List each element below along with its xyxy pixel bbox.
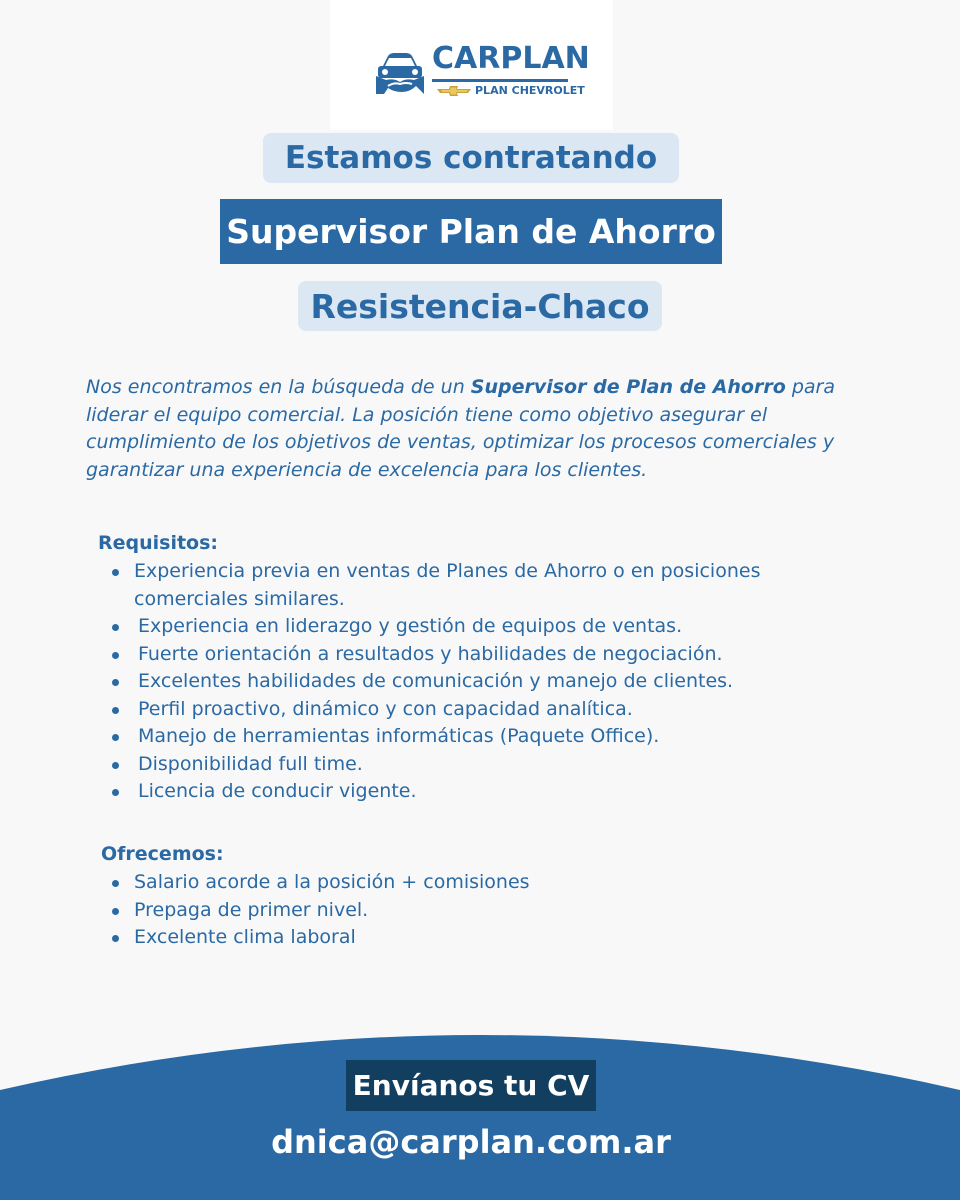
list-item-text: Experiencia en liderazgo y gestión de equipos de ventas. <box>138 615 683 637</box>
list-item-text: Salario acorde a la posición + comisiones <box>134 871 530 893</box>
job-title: Supervisor Plan de Ahorro <box>220 199 722 264</box>
intro-text-bold: Supervisor de Plan de Ahorro <box>470 376 786 398</box>
list-item-text: Manejo de herramientas informáticas (Paquete Office). <box>138 725 660 747</box>
list-item-text: Licencia de conducir vigente. <box>138 780 417 802</box>
list-item <box>112 924 712 952</box>
brand-subtitle: PLAN CHEVROLET <box>475 84 585 97</box>
list-item <box>112 696 852 724</box>
intro-paragraph <box>86 374 886 484</box>
list-item-text: Excelentes habilidades de comunicación y manejo de clientes. <box>138 670 734 692</box>
list-item-text: Excelente clima laboral <box>134 926 356 948</box>
list-item <box>112 641 852 669</box>
list-item-text: Disponibilidad full time. <box>138 752 363 775</box>
logo <box>330 0 613 130</box>
offers-title: Ofrecemos: <box>101 843 224 865</box>
intro-text-after: para liderar el equipo comercial. La posición tiene como objetivo asegurar el cumplimiento de los objetivos de ventas, optimizar los procesos comerciales y garantizar una experiencia de excelencia para los clientes. <box>86 376 835 481</box>
list-item <box>112 869 712 897</box>
brand-rule <box>432 79 568 82</box>
list-item-text: Perfil proactivo, dinámico y con capacidad analítica. <box>138 697 633 720</box>
list-item-text: Experiencia previa en ventas de Planes de Ahorro o en posiciones <box>134 560 761 582</box>
list-item-text: Prepaga de primer nivel. <box>134 898 369 921</box>
intro-text-before: Nos encontramos en la búsqueda de un <box>86 376 471 398</box>
car-handshake-icon <box>372 46 428 102</box>
contact-email[interactable]: dnica@carplan.com.ar <box>271 1123 671 1161</box>
brand-name: CARPLAN <box>432 41 590 76</box>
list-item <box>112 751 852 779</box>
hiring-heading: Estamos contratando <box>263 133 679 183</box>
chevrolet-bowtie-icon <box>437 86 471 96</box>
offers-list <box>112 869 712 952</box>
job-location: Resistencia-Chaco <box>298 281 662 331</box>
list-item <box>112 613 852 641</box>
requirements-title: Requisitos: <box>98 532 219 554</box>
send-cv-banner: Envíanos tu CV <box>346 1060 596 1111</box>
list-item <box>112 778 852 806</box>
list-item <box>112 897 712 925</box>
list-item-text: Fuerte orientación a resultados y habilidades de negociación. <box>138 642 723 665</box>
list-item <box>112 668 852 696</box>
list-item <box>112 723 852 751</box>
list-item <box>112 558 852 613</box>
list-item-text: comerciales similares. <box>134 587 345 610</box>
requirements-list <box>112 558 852 806</box>
